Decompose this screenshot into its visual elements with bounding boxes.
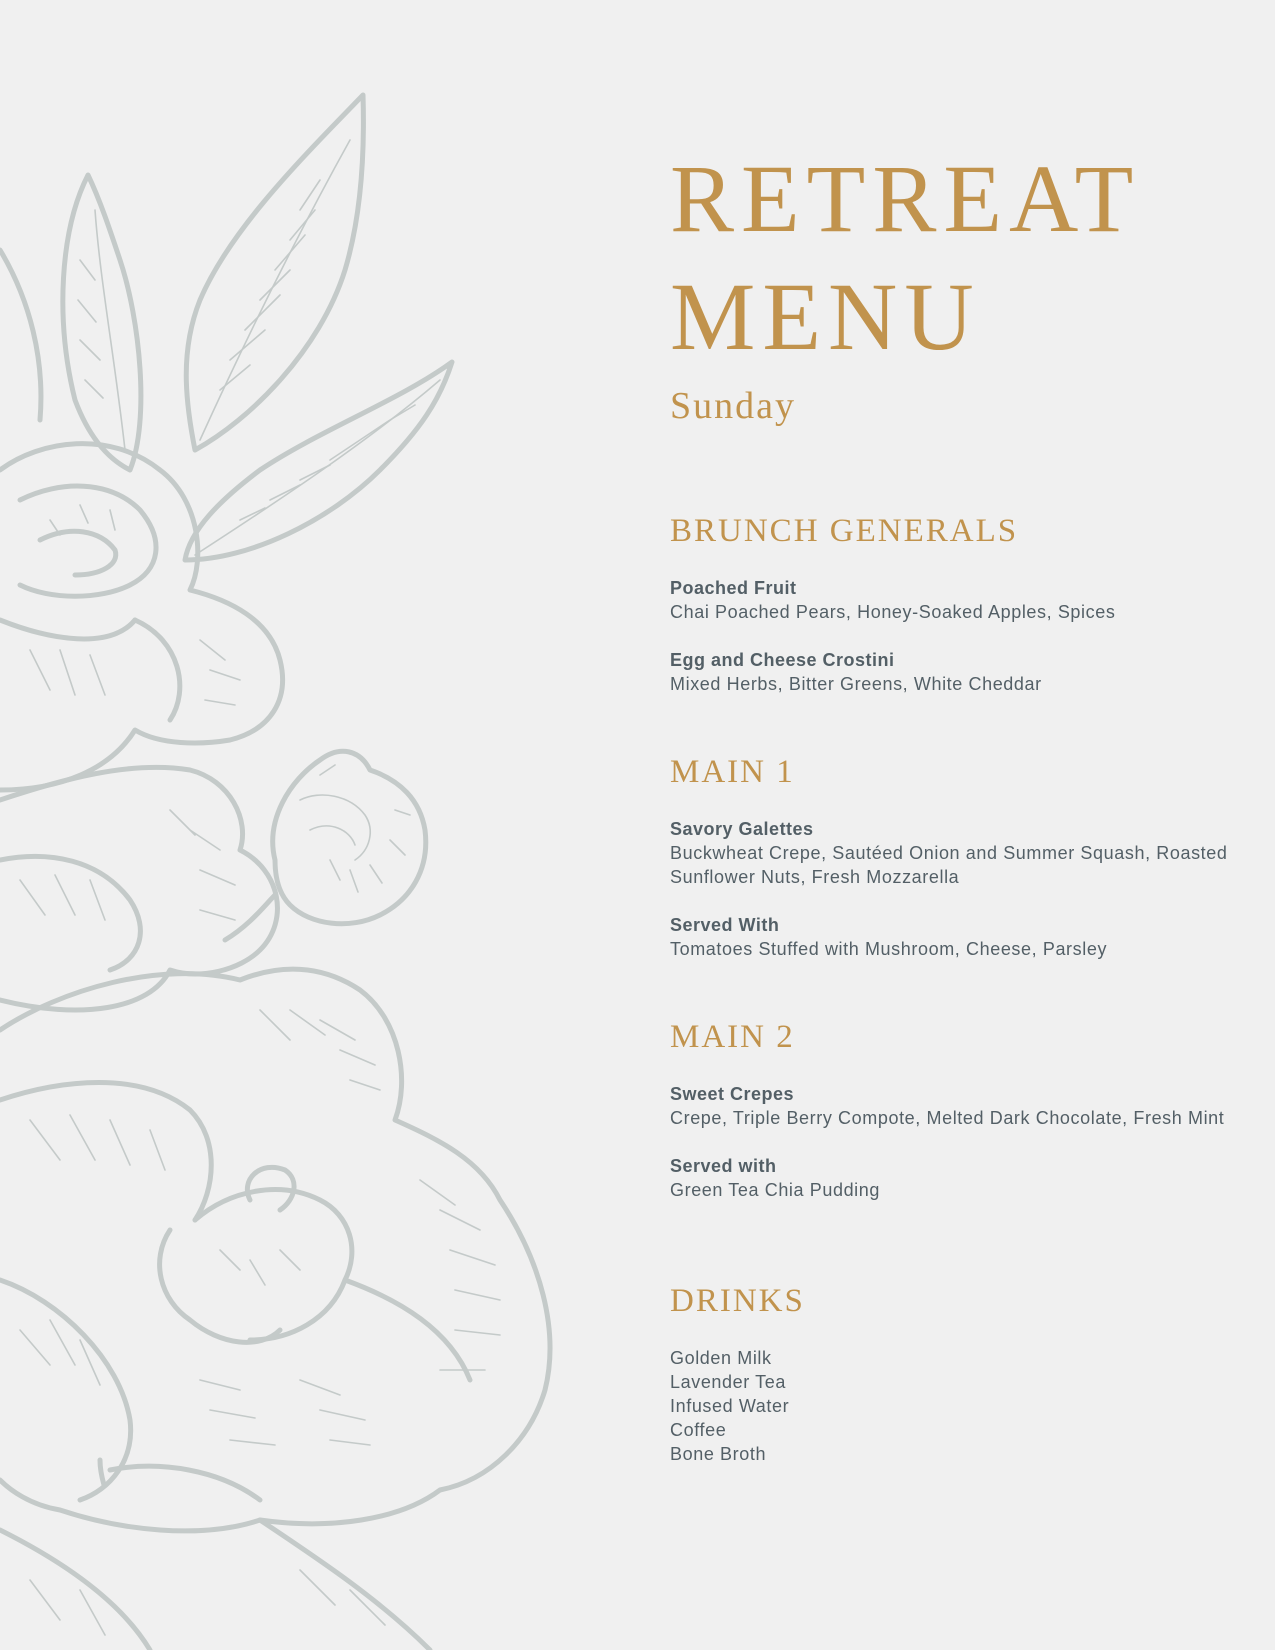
item-name: Poached Fruit [670, 578, 797, 598]
item-description: Green Tea Chia Pudding [670, 1180, 881, 1200]
menu-item [670, 1082, 1230, 1130]
section-title: MAIN 2 [670, 1019, 795, 1055]
item-name: Served with [670, 1156, 777, 1176]
item-description: Crepe, Triple Berry Compote, Melted Dark Chocolate, Fresh Mint [670, 1108, 1225, 1128]
menu-title-line1: RETREAT [670, 145, 1141, 252]
drink-item: Coffee [670, 1420, 727, 1440]
menu-item [670, 1154, 1230, 1202]
peony-floral-illustration [0, 0, 560, 1650]
section-title: BRUNCH GENERALS [670, 513, 1019, 549]
item-description: Mixed Herbs, Bitter Greens, White Cheddar [670, 674, 1042, 694]
item-description: Chai Poached Pears, Honey-Soaked Apples, Spices [670, 602, 1116, 622]
section-main-2 [670, 1019, 1230, 1226]
menu-item [670, 913, 1230, 961]
item-name: Served With [670, 915, 780, 935]
menu-title-line2: MENU [670, 263, 981, 370]
item-name: Savory Galettes [670, 819, 814, 839]
menu-item [670, 648, 1230, 696]
drinks-list [670, 1346, 1230, 1466]
menu-subtitle: Sunday [670, 385, 796, 427]
section-main-1 [670, 754, 1230, 985]
drink-item: Golden Milk [670, 1348, 772, 1368]
drink-item: Lavender Tea [670, 1372, 786, 1392]
menu-item [670, 576, 1230, 624]
item-name: Egg and Cheese Crostini [670, 650, 895, 670]
item-description: Tomatoes Stuffed with Mushroom, Cheese, Parsley [670, 939, 1108, 959]
drink-item: Bone Broth [670, 1444, 767, 1464]
menu-content [670, 140, 1230, 428]
section-title: MAIN 1 [670, 754, 795, 790]
drink-item: Infused Water [670, 1396, 790, 1416]
menu-item [670, 817, 1230, 889]
section-title: DRINKS [670, 1283, 805, 1319]
menu-title [670, 140, 1230, 376]
section-brunch-generals [670, 513, 1230, 720]
item-description: Buckwheat Crepe, Sautéed Onion and Summer Squash, Roasted Sunflower Nuts, Fresh Mozzarella [670, 843, 1228, 887]
item-name: Sweet Crepes [670, 1084, 795, 1104]
section-drinks [670, 1283, 1230, 1466]
